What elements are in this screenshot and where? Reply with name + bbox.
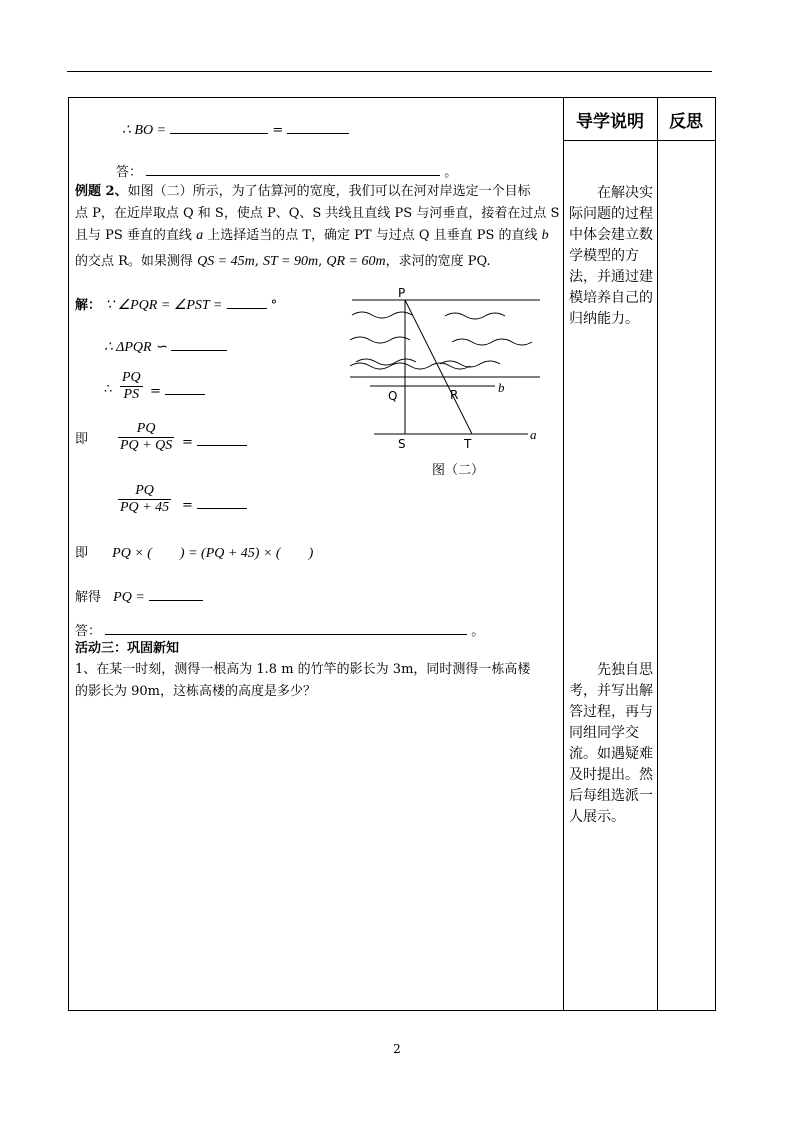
fraction-pq-pq-45: PQ PQ + 45	[120, 483, 170, 515]
column-divider-2	[657, 98, 658, 1010]
answer-blank-2[interactable]	[105, 621, 467, 635]
page-number: 2	[393, 1042, 401, 1056]
line-b-label: b	[498, 380, 505, 395]
point-s-label: S	[398, 437, 406, 451]
activity-3-heading: 活动三：巩固新知	[75, 641, 180, 656]
question-1-line-1: 1、在某一时刻，测得一根高为 1.8 m 的竹竿的影长为 3m，同时测得一栋高楼	[75, 662, 531, 677]
blank-angle[interactable]	[227, 295, 267, 309]
column-header-guide: 导学说明	[576, 111, 644, 132]
answer-line-2: 答： 。	[75, 621, 484, 641]
guide-note-modeling: 在解决实际问题的过程中体会建立数学模型的方法，并通过建模培养自己的归纳能力。	[569, 185, 653, 327]
answer-blank-1[interactable]	[146, 162, 440, 176]
blank-pq[interactable]	[149, 587, 203, 601]
example-line-2: 点 P，在近岸取点 Q 和 S，使点 P、Q、S 共线且直线 PS 与河垂直，接着在过点 S	[75, 206, 560, 221]
blank-bo-2[interactable]	[287, 120, 349, 134]
guide-note-practice: 先独自思考，并写出解答过程，再与同组同学交流。如遇疑难及时提出。然后每组选派一人展示。	[569, 662, 653, 825]
answer-line-1: 答： 。	[116, 162, 457, 182]
fraction-pq-ps: PQ PS	[122, 370, 141, 402]
blank-bo-1[interactable]	[170, 120, 268, 134]
point-p-label: P	[398, 286, 406, 300]
fraction2-equals: =	[182, 432, 247, 452]
example-line-3: 且与 PS 垂直的直线 a 上选择适当的点 T，确定 PT 与过点 Q 且垂直 PS 的直线 b	[75, 228, 549, 243]
line-pt	[405, 300, 472, 434]
blank-frac2[interactable]	[197, 432, 247, 446]
header-rule	[67, 71, 712, 72]
point-r-label: R	[450, 388, 459, 402]
example-line-1: 例题 2、如图（二）所示，为了估算河的宽度，我们可以在河对岸选定一个目标	[75, 184, 531, 199]
solution-angle-line: 解： ∵ ∠PQR = ∠PST = °	[75, 295, 277, 315]
bo-expression: ∴ BO = =	[122, 120, 349, 140]
example-line-4: 的交点 R。如果测得 QS = 45m, ST = 90m, QR = 60m，求河的宽度 PQ.	[75, 254, 491, 269]
figure-caption: 图（二）	[432, 463, 485, 478]
river-waves	[350, 312, 532, 369]
river-width-figure	[340, 282, 555, 482]
blank-similar[interactable]	[171, 337, 227, 351]
line-a-label: a	[530, 427, 537, 442]
solve-line: 解得 PQ =	[75, 587, 203, 607]
product-line: 即 PQ × ( ) = (PQ + 45) × ( )	[75, 546, 314, 561]
column-divider-1	[563, 98, 564, 1010]
therefore-symbol: ∴	[104, 382, 113, 397]
blank-frac3[interactable]	[197, 495, 247, 509]
fraction1-equals: =	[150, 381, 205, 401]
header-divider	[563, 140, 715, 141]
similar-line: ∴ ΔPQR ∽	[104, 337, 227, 357]
ji-label: 即	[75, 432, 89, 447]
question-1-line-2: 的影长为 90m，这栋高楼的高度是多少？	[75, 684, 317, 699]
blank-frac1[interactable]	[165, 381, 205, 395]
fraction-pq-pq-qs: PQ PQ + QS	[120, 421, 173, 453]
column-header-reflect: 反思	[669, 111, 703, 132]
point-t-label: T	[464, 437, 472, 451]
fraction3-equals: =	[182, 495, 247, 515]
point-q-label: Q	[388, 389, 398, 403]
